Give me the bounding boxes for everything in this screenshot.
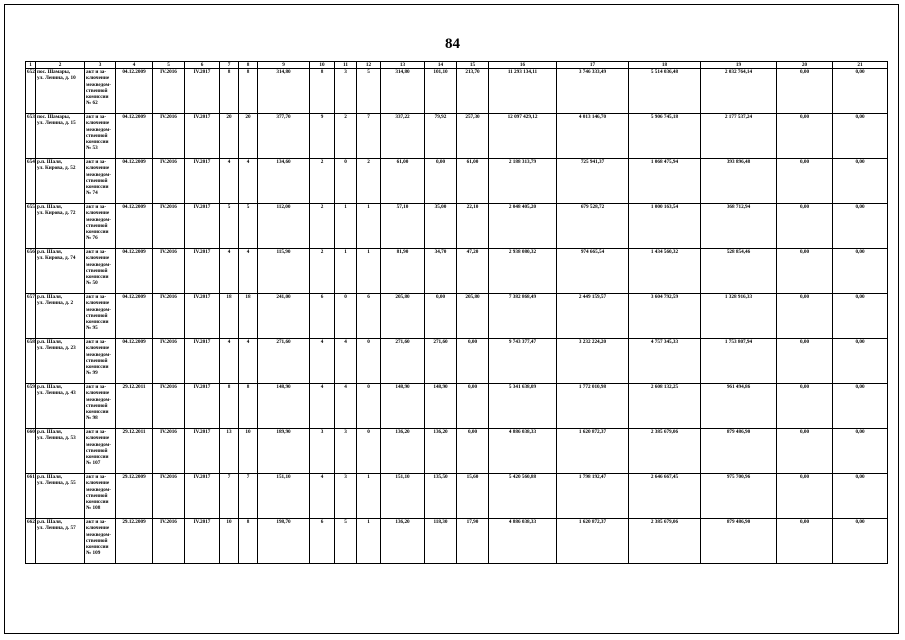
table-cell: IV.2016 xyxy=(153,69,185,114)
table-cell: 8 xyxy=(239,384,258,429)
table-row xyxy=(26,294,888,339)
table-cell: 4 xyxy=(310,474,335,519)
table-cell: 2 xyxy=(335,114,357,159)
table-cell: 2 xyxy=(310,204,335,249)
row-number-cell: 656 xyxy=(26,249,36,294)
table-cell: 0,00 xyxy=(777,114,833,159)
table-cell: 7 xyxy=(220,474,239,519)
table-cell: 0 xyxy=(335,294,357,339)
row-number-cell: 653 xyxy=(26,114,36,159)
table-cell: IV.2017 xyxy=(185,519,220,564)
table-cell: 04.12.2009 xyxy=(116,69,153,114)
table-cell: 7 xyxy=(239,474,258,519)
table-cell: 136,20 xyxy=(425,429,457,474)
table-cell: 1 xyxy=(335,204,357,249)
table-cell: 29.12.2009 xyxy=(116,519,153,564)
table-cell: 4 757 345,33 xyxy=(629,339,701,384)
table-cell: 13 xyxy=(220,429,239,474)
table-cell: 0 xyxy=(357,384,381,429)
table-cell: 151,10 xyxy=(381,474,425,519)
table-cell: 10 xyxy=(220,519,239,564)
table-cell: IV.2017 xyxy=(185,159,220,204)
column-header: 13 xyxy=(381,62,425,69)
column-header: 4 xyxy=(116,62,153,69)
table-cell: 2 032 764,14 xyxy=(701,69,777,114)
row-number-cell: 654 xyxy=(26,159,36,204)
table-cell: 189,90 xyxy=(258,429,310,474)
table-row xyxy=(26,249,888,294)
column-header: 7 xyxy=(220,62,239,69)
table-cell: 0 xyxy=(357,339,381,384)
table-cell: 0,00 xyxy=(777,249,833,294)
address-cell: р.п. Шаля, ул. Ленина, д. 43 xyxy=(36,384,85,429)
table-cell: 0,00 xyxy=(777,339,833,384)
table-cell: 879 486,90 xyxy=(701,519,777,564)
table-cell: IV.2017 xyxy=(185,204,220,249)
table-cell: 22,10 xyxy=(457,204,489,249)
address-cell: р.п. Шаля, ул. Ленина, д. 57 xyxy=(36,519,85,564)
column-header: 21 xyxy=(833,62,888,69)
table-cell: IV.2016 xyxy=(153,519,185,564)
address-cell: пос. Шамары, ул. Ленина, д. 10 xyxy=(36,69,85,114)
table-cell: 271,60 xyxy=(258,339,310,384)
basis-document-cell: акт и за- ключение межведом- ственной комиссии № 95 xyxy=(85,294,116,339)
table-cell: 15,60 xyxy=(457,474,489,519)
row-number-cell: 655 xyxy=(26,204,36,249)
table-cell: 271,60 xyxy=(381,339,425,384)
table-cell: 205,80 xyxy=(381,294,425,339)
table-cell: 2 188 313,79 xyxy=(489,159,557,204)
table-cell: 0,00 xyxy=(457,429,489,474)
column-header: 17 xyxy=(557,62,629,69)
table-cell: 2 xyxy=(310,249,335,294)
table-cell: 0,00 xyxy=(833,159,888,204)
table-cell: 148,90 xyxy=(381,384,425,429)
table-header-row xyxy=(26,62,888,69)
table-cell: 0,00 xyxy=(457,339,489,384)
column-header: 18 xyxy=(629,62,701,69)
table-cell: 198,70 xyxy=(258,519,310,564)
column-header: 14 xyxy=(425,62,457,69)
table-cell: 3 746 333,49 xyxy=(557,69,629,114)
table-cell: 148,90 xyxy=(425,384,457,429)
table-cell: 257,30 xyxy=(457,114,489,159)
table-cell: 3 xyxy=(310,429,335,474)
table-cell: 9 743 377,47 xyxy=(489,339,557,384)
table-cell: 2 608 132,25 xyxy=(629,384,701,429)
table-cell: 0,00 xyxy=(457,384,489,429)
row-number-cell: 662 xyxy=(26,519,36,564)
table-cell: 34,70 xyxy=(425,249,457,294)
column-header: 15 xyxy=(457,62,489,69)
basis-document-cell: акт и за- ключение межведом- ственной комиссии № 99 xyxy=(85,339,116,384)
table-cell: 961 494,86 xyxy=(701,384,777,429)
table-cell: 1 434 560,32 xyxy=(629,249,701,294)
table-row xyxy=(26,204,888,249)
table-cell: 79,92 xyxy=(425,114,457,159)
table-cell: 04.12.2009 xyxy=(116,114,153,159)
column-header: 19 xyxy=(701,62,777,69)
table-cell: 879 486,90 xyxy=(701,429,777,474)
table-cell: 241,00 xyxy=(258,294,310,339)
table-cell: 1 xyxy=(357,204,381,249)
table-cell: 8 xyxy=(239,519,258,564)
table-cell: 61,00 xyxy=(457,159,489,204)
table-cell: 57,10 xyxy=(381,204,425,249)
table-cell: 0,00 xyxy=(833,474,888,519)
table-cell: 5 xyxy=(357,69,381,114)
table-cell: 148,90 xyxy=(258,384,310,429)
basis-document-cell: акт и за- ключение межведом- ственной комиссии № 62 xyxy=(85,69,116,114)
table-cell: 04.12.2009 xyxy=(116,294,153,339)
table-cell: 118,30 xyxy=(425,519,457,564)
table-row xyxy=(26,339,888,384)
column-header: 9 xyxy=(258,62,310,69)
table-cell: 1 620 872,37 xyxy=(557,519,629,564)
table-cell: 5 341 638,09 xyxy=(489,384,557,429)
table-cell: 0,00 xyxy=(833,519,888,564)
address-cell: р.п. Шаля, ул. Кирова, д. 52 xyxy=(36,159,85,204)
row-number-cell: 652 xyxy=(26,69,36,114)
table-cell: 6 xyxy=(357,294,381,339)
table-row xyxy=(26,474,888,519)
table-cell: 1 xyxy=(335,249,357,294)
column-header: 11 xyxy=(335,62,357,69)
table-cell: 2 449 159,57 xyxy=(557,294,629,339)
table-cell: IV.2017 xyxy=(185,294,220,339)
table-cell: 1 xyxy=(357,249,381,294)
table-cell: 7 xyxy=(357,114,381,159)
table-cell: 0,00 xyxy=(425,294,457,339)
basis-document-cell: акт и за- ключение межведом- ственной комиссии № 76 xyxy=(85,204,116,249)
table-cell: 3 232 224,20 xyxy=(557,339,629,384)
table-cell: 5 xyxy=(239,204,258,249)
table-row xyxy=(26,114,888,159)
table-cell: 151,10 xyxy=(258,474,310,519)
table-cell: 2 385 679,06 xyxy=(629,429,701,474)
table-cell: IV.2016 xyxy=(153,249,185,294)
column-header: 2 xyxy=(36,62,85,69)
table-cell: 4 886 038,33 xyxy=(489,519,557,564)
table-cell: 0,00 xyxy=(777,204,833,249)
table-cell: 1 620 872,37 xyxy=(557,429,629,474)
table-cell: 0 xyxy=(335,159,357,204)
table-cell: 4 xyxy=(239,249,258,294)
table-cell: 8 xyxy=(220,384,239,429)
table-cell: 4 xyxy=(310,384,335,429)
table-cell: IV.2016 xyxy=(153,204,185,249)
column-header: 16 xyxy=(489,62,557,69)
table-cell: 8 xyxy=(239,69,258,114)
table-cell: 0,00 xyxy=(833,384,888,429)
table-row xyxy=(26,159,888,204)
table-cell: 337,22 xyxy=(381,114,425,159)
column-header: 3 xyxy=(85,62,116,69)
table-cell: 81,90 xyxy=(381,249,425,294)
table-cell: 0,00 xyxy=(777,159,833,204)
table-cell: 3 xyxy=(335,474,357,519)
column-header: 8 xyxy=(239,62,258,69)
table-cell: IV.2016 xyxy=(153,429,185,474)
table-cell: 6 xyxy=(310,519,335,564)
table-cell: 2 938 080,32 xyxy=(489,249,557,294)
basis-document-cell: акт и за- ключение межведом- ственной комиссии № 50 xyxy=(85,249,116,294)
table-cell: 0,00 xyxy=(833,69,888,114)
table-cell: 04.12.2009 xyxy=(116,339,153,384)
table-cell: 10 xyxy=(239,429,258,474)
basis-document-cell: акт и за- ключение межведом- ственной комиссии № 108 xyxy=(85,474,116,519)
table-cell: 975 700,96 xyxy=(701,474,777,519)
row-number-cell: 658 xyxy=(26,339,36,384)
table-cell: 04.12.2009 xyxy=(116,204,153,249)
table-cell: 0 xyxy=(357,429,381,474)
column-header: 5 xyxy=(153,62,185,69)
table-cell: IV.2017 xyxy=(185,429,220,474)
table-cell: 5 420 560,88 xyxy=(489,474,557,519)
table-cell: 0,00 xyxy=(777,429,833,474)
table-cell: 4 xyxy=(335,339,357,384)
table-cell: 101,10 xyxy=(425,69,457,114)
table-row xyxy=(26,429,888,474)
table-cell: 4 xyxy=(220,339,239,384)
table-cell: IV.2017 xyxy=(185,384,220,429)
table-cell: 528 854,46 xyxy=(701,249,777,294)
table-cell: 3 xyxy=(335,429,357,474)
address-cell: р.п. Шаля, ул. Ленина, д. 2 xyxy=(36,294,85,339)
table-cell: 112,00 xyxy=(258,204,310,249)
table-cell: 0,00 xyxy=(777,69,833,114)
table-cell: 135,50 xyxy=(425,474,457,519)
table-cell: 0,00 xyxy=(833,429,888,474)
table-cell: 314,80 xyxy=(381,69,425,114)
table-cell: 3 xyxy=(335,69,357,114)
table-cell: IV.2016 xyxy=(153,114,185,159)
table-cell: 1 000 163,54 xyxy=(629,204,701,249)
basis-document-cell: акт и за- ключение межведом- ственной комиссии № 109 xyxy=(85,519,116,564)
table-cell: 0,00 xyxy=(777,384,833,429)
table-cell: 18 xyxy=(220,294,239,339)
table-cell: IV.2016 xyxy=(153,474,185,519)
table-cell: IV.2016 xyxy=(153,159,185,204)
column-header: 20 xyxy=(777,62,833,69)
table-cell: 5 xyxy=(335,519,357,564)
column-header: 12 xyxy=(357,62,381,69)
table-cell: 1 xyxy=(357,474,381,519)
address-cell: р.п. Шаля, ул. Ленина, д. 23 xyxy=(36,339,85,384)
page-number: 84 xyxy=(445,36,460,52)
table-cell: 0,00 xyxy=(833,204,888,249)
table-cell: 0,00 xyxy=(833,294,888,339)
table-cell: 3 604 792,59 xyxy=(629,294,701,339)
address-cell: р.п. Шаля, ул. Кирова, д. 74 xyxy=(36,249,85,294)
table-cell: IV.2017 xyxy=(185,339,220,384)
table-cell: 136,20 xyxy=(381,519,425,564)
table-cell: 377,70 xyxy=(258,114,310,159)
column-header: 1 xyxy=(26,62,36,69)
row-number-cell: 659 xyxy=(26,384,36,429)
table-cell: 1 798 192,47 xyxy=(557,474,629,519)
table-cell: 9 xyxy=(310,114,335,159)
table-cell: 679 528,72 xyxy=(557,204,629,249)
table-cell: 2 048 405,20 xyxy=(489,204,557,249)
address-cell: р.п. Шаля, ул. Кирова, д. 72 xyxy=(36,204,85,249)
table-cell: 0,00 xyxy=(833,249,888,294)
table-cell: 393 896,48 xyxy=(701,159,777,204)
table-cell: IV.2017 xyxy=(185,69,220,114)
table-cell: 0,00 xyxy=(777,474,833,519)
table-cell: IV.2017 xyxy=(185,114,220,159)
table-cell: 04.12.2009 xyxy=(116,159,153,204)
table-cell: 6 xyxy=(310,294,335,339)
table-cell: 5 906 745,18 xyxy=(629,114,701,159)
table-cell: 1 753 807,94 xyxy=(701,339,777,384)
table-row xyxy=(26,519,888,564)
address-cell: пос. Шамары, ул. Ленина, д. 15 xyxy=(36,114,85,159)
table-row xyxy=(26,384,888,429)
table-cell: 20 xyxy=(220,114,239,159)
table-cell: 134,60 xyxy=(258,159,310,204)
row-number-cell: 660 xyxy=(26,429,36,474)
table-cell: 0,00 xyxy=(777,294,833,339)
table-cell: 2 385 679,06 xyxy=(629,519,701,564)
table-cell: 4 013 146,70 xyxy=(557,114,629,159)
table-cell: 205,80 xyxy=(457,294,489,339)
table-cell: 29.12.2009 xyxy=(116,474,153,519)
table-cell: 8 xyxy=(310,69,335,114)
table-cell: IV.2017 xyxy=(185,474,220,519)
basis-document-cell: акт и за- ключение межведом- ственной комиссии № 98 xyxy=(85,384,116,429)
table-cell: 725 941,37 xyxy=(557,159,629,204)
table-cell: 61,00 xyxy=(381,159,425,204)
table-cell: 5 514 036,48 xyxy=(629,69,701,114)
table-cell: 04.12.2009 xyxy=(116,249,153,294)
column-header: 6 xyxy=(185,62,220,69)
table-cell: 1 068 475,94 xyxy=(629,159,701,204)
table-cell: 5 xyxy=(220,204,239,249)
table-cell: 8 xyxy=(220,69,239,114)
table-cell: 136,20 xyxy=(381,429,425,474)
table-cell: IV.2017 xyxy=(185,249,220,294)
table-cell: 314,80 xyxy=(258,69,310,114)
row-number-cell: 661 xyxy=(26,474,36,519)
table-cell: 974 665,54 xyxy=(557,249,629,294)
table-cell: 0,00 xyxy=(777,519,833,564)
table-cell: 4 xyxy=(220,249,239,294)
row-number-cell: 657 xyxy=(26,294,36,339)
basis-document-cell: акт и за- ключение межведом- ственной комиссии № 74 xyxy=(85,159,116,204)
table-cell: IV.2016 xyxy=(153,384,185,429)
table-cell: 1 328 916,33 xyxy=(701,294,777,339)
table-cell: IV.2016 xyxy=(153,339,185,384)
table-cell: 4 xyxy=(239,339,258,384)
table-cell: 213,70 xyxy=(457,69,489,114)
table-cell: 47,20 xyxy=(457,249,489,294)
table-row xyxy=(26,69,888,114)
table-cell: 0,00 xyxy=(833,339,888,384)
table-cell: 2 646 667,45 xyxy=(629,474,701,519)
table-cell: 12 097 429,12 xyxy=(489,114,557,159)
table-cell: 1 772 010,98 xyxy=(557,384,629,429)
table-cell: IV.2016 xyxy=(153,294,185,339)
table-cell: 4 xyxy=(335,384,357,429)
basis-document-cell: акт и за- ключение межведом- ственной комиссии № 107 xyxy=(85,429,116,474)
table-cell: 2 177 537,24 xyxy=(701,114,777,159)
table-cell: 2 xyxy=(357,159,381,204)
table-cell: 18 xyxy=(239,294,258,339)
address-cell: р.п. Шаля, ул. Ленина, д. 53 xyxy=(36,429,85,474)
table-cell: 115,90 xyxy=(258,249,310,294)
table-cell: 29.12.2011 xyxy=(116,429,153,474)
table-cell: 0,00 xyxy=(425,159,457,204)
table-cell: 0,00 xyxy=(833,114,888,159)
table-cell: 4 xyxy=(239,159,258,204)
table-cell: 271,60 xyxy=(425,339,457,384)
basis-document-cell: акт и за- ключение межведом- ственной комиссии № 53 xyxy=(85,114,116,159)
table-cell: 20 xyxy=(239,114,258,159)
housing-register-table xyxy=(25,61,888,564)
table-cell: 29.12.2011 xyxy=(116,384,153,429)
table-cell: 11 293 134,11 xyxy=(489,69,557,114)
table-cell: 4 886 038,33 xyxy=(489,429,557,474)
address-cell: р.п. Шаля, ул. Ленина, д. 55 xyxy=(36,474,85,519)
table-cell: 17,90 xyxy=(457,519,489,564)
column-header: 10 xyxy=(310,62,335,69)
table-cell: 35,00 xyxy=(425,204,457,249)
table-cell: 4 xyxy=(310,339,335,384)
table-cell: 2 xyxy=(310,159,335,204)
table-cell: 1 xyxy=(357,519,381,564)
table-cell: 4 xyxy=(220,159,239,204)
table-cell: 368 712,94 xyxy=(701,204,777,249)
table-cell: 7 382 868,49 xyxy=(489,294,557,339)
